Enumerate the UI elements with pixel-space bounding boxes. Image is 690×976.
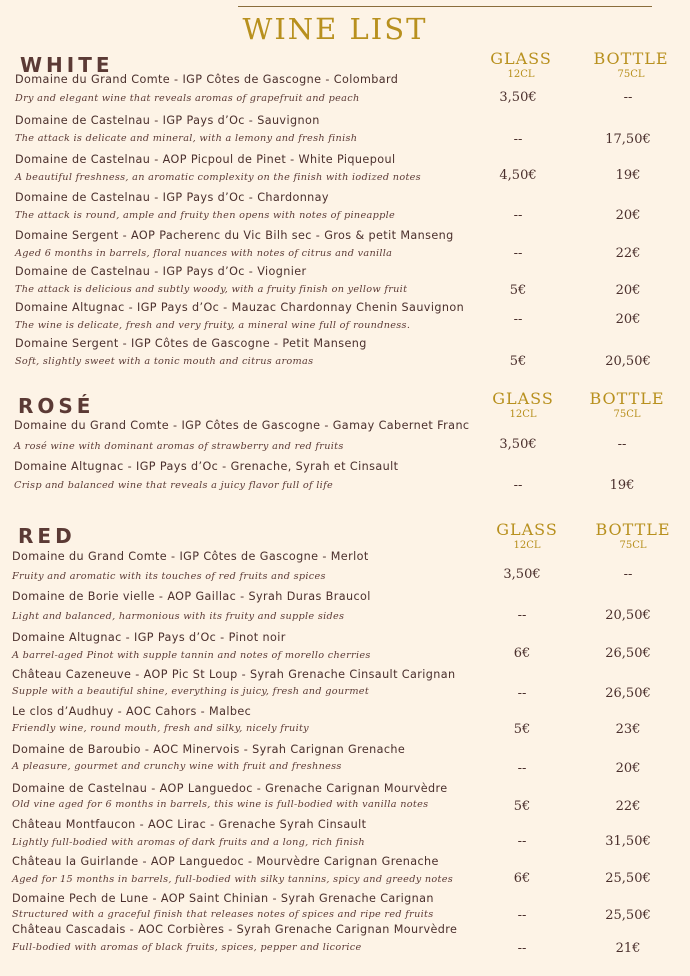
wine-name: Domaine Pech de Lune - AOP Saint Chinian - Syrah Grenache Carignan	[12, 892, 434, 905]
wine-name: Domaine de Castelnau - IGP Pays d’Oc - Chardonnay	[15, 191, 329, 204]
bottle-label: BOTTLE	[593, 49, 669, 68]
wine-description: A rosé wine with dominant aromas of strawberry and red fruits	[14, 441, 344, 452]
wine-name: Château Cascadais - AOC Corbières - Syrah Grenache Carignan Mourvèdre	[12, 923, 458, 936]
glass-label: GLASS	[496, 520, 558, 539]
bottle-size: 75CL	[613, 409, 641, 420]
bottle-price: 20€	[615, 283, 641, 298]
bottle-price: 20€	[615, 761, 641, 776]
bottle-price: 21€	[615, 941, 641, 956]
bottle-label: BOTTLE	[595, 520, 671, 539]
page-title: WINE LIST	[242, 12, 428, 46]
bottle-price: 20€	[615, 208, 641, 223]
wine-name: Domaine Altugnac - IGP Pays d’Oc - Grenache, Syrah et Cinsault	[14, 460, 399, 473]
glass-column-header	[468, 390, 578, 422]
glass-price: --	[517, 608, 527, 623]
glass-price: --	[517, 761, 527, 776]
bottle-price: 20,50€	[605, 354, 651, 369]
wine-description: A pleasure, gourmet and crunchy wine with fruit and freshness	[12, 761, 342, 772]
wine-name: Domaine Altugnac - IGP Pays d’Oc - Pinot noir	[12, 631, 286, 644]
bottle-price: 25,50€	[605, 871, 651, 886]
glass-price: --	[517, 941, 527, 956]
bottle-price: 20€	[615, 312, 641, 327]
wine-name: Domaine du Grand Comte - IGP Côtes de Gascogne - Merlot	[12, 550, 369, 563]
wine-description: Full-bodied with aromas of black fruits, spices, pepper and licorice	[12, 942, 362, 953]
glass-label: GLASS	[492, 389, 554, 408]
glass-price: 6€	[513, 871, 531, 886]
wine-description: Structured with a graceful finish that releases notes of spices and ripe red fruits	[12, 909, 434, 920]
wine-description: Crisp and balanced wine that reveals a juicy flavor full of life	[14, 480, 333, 491]
glass-price: 3,50€	[499, 437, 537, 452]
wine-description: Old vine aged for 6 months in barrels, this wine is full-bodied with vanilla notes	[12, 799, 429, 810]
glass-price: 3,50€	[499, 90, 537, 105]
wine-description: Aged for 15 months in barrels, full-bodied with silky tannins, spicy and greedy notes	[12, 874, 454, 885]
bottle-column-header	[576, 50, 686, 82]
wine-description: A barrel-aged Pinot with supple tannin and notes of morello cherries	[12, 650, 371, 661]
bottle-price: 19€	[615, 168, 641, 183]
glass-price: --	[513, 132, 523, 147]
glass-price: --	[513, 312, 523, 327]
glass-price: 5€	[513, 799, 531, 814]
bottle-price: 26,50€	[605, 646, 651, 661]
glass-price: 5€	[513, 722, 531, 737]
section-heading-red: RED	[18, 524, 76, 548]
glass-column-header	[466, 50, 576, 82]
wine-name: Domaine Altugnac - IGP Pays d’Oc - Mauzac Chardonnay Chenin Sauvignon	[15, 301, 465, 314]
wine-name: Domaine du Grand Comte - IGP Côtes de Gascogne - Colombard	[15, 73, 399, 86]
bottle-price: 22€	[615, 799, 641, 814]
wine-name: Château Montfaucon - AOC Lirac - Grenache Syrah Cinsault	[12, 818, 367, 831]
wine-description: The attack is delicate and mineral, with a lemony and fresh finish	[15, 133, 358, 144]
glass-size: 12CL	[513, 540, 541, 551]
section-heading-rose: ROSÉ	[18, 394, 95, 418]
bottle-price: 31,50€	[605, 834, 651, 849]
bottle-column-header	[578, 521, 688, 553]
wine-description: Aged 6 months in barrels, floral nuances with notes of citrus and vanilla	[15, 248, 393, 259]
bottle-price: --	[623, 567, 633, 582]
wine-description: Dry and elegant wine that reveals aromas of grapefruit and peach	[15, 93, 360, 104]
wine-name: Domaine de Castelnau - AOP Picpoul de Pinet - White Piquepoul	[15, 153, 396, 166]
wine-description: Fruity and aromatic with its touches of red fruits and spices	[12, 571, 326, 582]
wine-description: The attack is round, ample and fruity then opens with notes of pineapple	[15, 210, 396, 221]
wine-description: Friendly wine, round mouth, fresh and silky, nicely fruity	[12, 723, 309, 734]
glass-size: 12CL	[509, 409, 537, 420]
wine-description: Light and balanced, harmonious with its fruity and supple sides	[12, 611, 345, 622]
glass-price: 6€	[513, 646, 531, 661]
bottle-price: --	[623, 90, 633, 105]
wine-name: Château Cazeneuve - AOP Pic St Loup - Syrah Grenache Cinsault Carignan	[12, 668, 456, 681]
wine-name: Domaine de Baroubio - AOC Minervois - Syrah Carignan Grenache	[12, 743, 406, 756]
wine-name: Domaine du Grand Comte - IGP Côtes de Gascogne - Gamay Cabernet Franc	[14, 419, 470, 432]
bottle-price: 25,50€	[605, 908, 651, 923]
wine-name: Domaine de Borie vielle - AOP Gaillac - Syrah Duras Braucol	[12, 590, 371, 603]
glass-price: --	[517, 834, 527, 849]
glass-price: --	[513, 208, 523, 223]
glass-price: 4,50€	[499, 168, 537, 183]
glass-price: --	[513, 478, 523, 493]
bottle-price: 26,50€	[605, 686, 651, 701]
bottle-column-header	[572, 390, 682, 422]
wine-name: Château la Guirlande - AOP Languedoc - Mourvèdre Carignan Grenache	[12, 855, 439, 868]
wine-description: The wine is delicate, fresh and very fruity, a mineral wine full of roundness.	[15, 320, 411, 331]
bottle-size: 75CL	[617, 69, 645, 80]
glass-label: GLASS	[490, 49, 552, 68]
glass-price: 5€	[509, 354, 527, 369]
section-heading-white: WHITE	[20, 53, 114, 77]
wine-description: Supple with a beautiful shine, everything is juicy, fresh and gourmet	[12, 686, 370, 697]
wine-description: Lightly full-bodied with aromas of dark fruits and a long, rich finish	[12, 837, 365, 848]
bottle-price: 23€	[615, 722, 641, 737]
wine-name: Domaine de Castelnau - IGP Pays d’Oc - Sauvignon	[15, 114, 320, 127]
glass-price: --	[517, 908, 527, 923]
glass-price: --	[513, 246, 523, 261]
glass-price: 5€	[509, 283, 527, 298]
wine-name: Domaine Sergent - IGP Côtes de Gascogne - Petit Manseng	[15, 337, 367, 350]
wine-name: Le clos d’Audhuy - AOC Cahors - Malbec	[12, 705, 252, 718]
bottle-size: 75CL	[619, 540, 647, 551]
bottle-price: 22€	[615, 246, 641, 261]
bottle-price: --	[617, 437, 627, 452]
wine-name: Domaine de Castelnau - IGP Pays d’Oc - Viognier	[15, 265, 307, 278]
glass-price: 3,50€	[503, 567, 541, 582]
bottle-label: BOTTLE	[589, 389, 665, 408]
wine-description: Soft, slightly sweet with a tonic mouth and citrus aromas	[15, 356, 314, 367]
glass-price: --	[517, 686, 527, 701]
glass-size: 12CL	[507, 69, 535, 80]
glass-column-header	[472, 521, 582, 553]
top-divider	[238, 6, 652, 7]
wine-description: The attack is delicious and subtly woody, with a fruity finish on yellow fruit	[15, 284, 408, 295]
bottle-price: 17,50€	[605, 132, 651, 147]
wine-name: Domaine Sergent - AOP Pacherenc du Vic Bilh sec - Gros & petit Manseng	[15, 229, 454, 242]
bottle-price: 20,50€	[605, 608, 651, 623]
wine-description: A beautiful freshness, an aromatic complexity on the finish with iodized notes	[15, 172, 421, 183]
bottle-price: 19€	[609, 478, 635, 493]
wine-name: Domaine de Castelnau - AOP Languedoc - Grenache Carignan Mourvèdre	[12, 782, 448, 795]
